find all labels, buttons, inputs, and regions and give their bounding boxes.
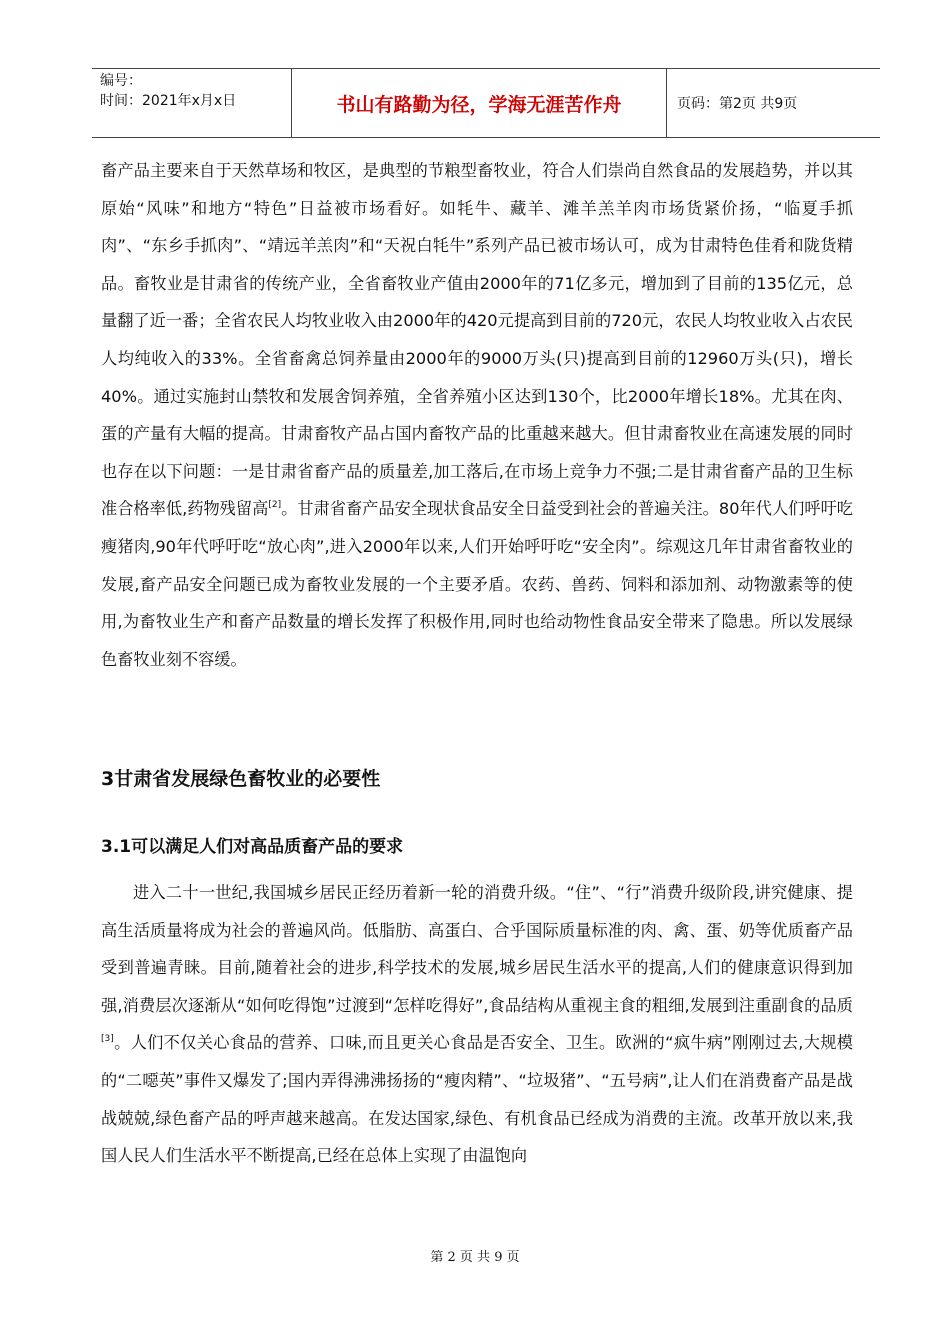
- header-motto: 书山有路勤为径，学海无涯苦作舟: [292, 69, 667, 137]
- para1-text-a: 畜产品主要来自于天然草场和牧区，是典型的节粮型畜牧业，符合人们崇尚自然食品的发展趋势，并以其原始“风味”和地方“特色”日益被市场看好。如牦牛、藏羊、滩羊羔羊肉市场货紧价扬，“临夏手抓肉”、“东乡手抓肉”、“靖远羊羔肉”和“天祝白牦牛”系列产品已被市场认可，成为甘肃特色佳肴和陇货精品。畜牧业是甘肃省的传统产业，全省畜牧业产值由2000年的71亿多元，增加到了目前的135亿元，总量翻了近一番；全省农民人均牧业收入由2000年的420元提高到目前的720元，农民人均牧业收入占农民人均纯收入的33%。全省畜禽总饲养量由2000年的9000万头(只)提高到目前的12960万头(只)，增长40%。通过实施封山禁牧和发展舍饲养殖，全省养殖小区达到130个，比2000年增长18%。尤其在肉、蛋的产量有大幅的提高。甘肃畜牧产品占国内畜牧产品的比重越来越大。但甘肃畜牧业在高速发展的同时也存在以下问题：一是甘肃省畜产品的质量差,加工落后,在市场上竞争力不强;二是甘肃省畜产品的卫生标准合格率低,药物残留高: [101, 161, 853, 519]
- page-header: [92, 68, 880, 138]
- page-footer: 第 2 页 共 9 页: [430, 1250, 520, 1265]
- subsection-heading-3-1: 3.1可以满足人们对高品质畜产品的要求: [101, 837, 404, 857]
- body-paragraph-1: [101, 152, 853, 678]
- para2-text-b: 。人们不仅关心食品的营养、口味,而且更关心食品是否安全、卫生。欧洲的“疯牛病”刚刚过去,大规模的“二噁英”事件又爆发了;国内弄得沸沸扬扬的“瘦肉精”、“垃圾猪”、“五号病”,让人们在消费畜产品是战战兢兢,绿色畜产品的呼声越来越高。在发达国家,绿色、有机食品已经成为消费的主流。改革开放以来,我国人民人们生活水平不断提高,已经在总体上实现了由温饱向: [101, 1033, 853, 1166]
- section-heading-3: 3甘肃省发展绿色畜牧业的必要性: [101, 768, 381, 790]
- time-label: 时间：2021年x月x日: [100, 93, 237, 109]
- body-paragraph-2: [101, 874, 853, 1175]
- para1-text-b: 。甘肃省畜产品安全现状食品安全日益受到社会的普遍关注。80年代人们呼吁吃瘦猪肉,90年代呼吁吃“放心肉”,进入2000年以来,人们开始呼吁吃“安全肉”。综观这几年甘肃省畜牧业的发展,畜产品安全问题已成为畜牧业发展的一个主要矛盾。农药、兽药、饲料和添加剂、动物激素等的使用,为畜牧业生产和畜产品数量的增长发挥了积极作用,同时也给动物性食品安全带来了隐患。所以发展绿色畜牧业刻不容缓。: [101, 499, 853, 669]
- header-meta: [92, 69, 292, 137]
- citation-2: [2]: [268, 500, 282, 511]
- para2-text-a: 进入二十一世纪,我国城乡居民正经历着新一轮的消费升级。“住”、“行”消费升级阶段,讲究健康、提高生活质量将成为社会的普遍风尚。低脂肪、高蛋白、合乎国际质量标准的肉、禽、蛋、奶等优质畜产品受到普遍青睐。目前,随着社会的进步,科学技术的发展,城乡居民生活水平的提高,人们的健康意识得到加强,消费层次逐渐从“如何吃得饱”过渡到“怎样吃得好”,食品结构从重视主食的粗细,发展到注重副食的品质: [101, 883, 853, 1015]
- serial-label: 编号：: [100, 73, 142, 89]
- header-page-label: 页码：第2页 共9页: [677, 96, 798, 112]
- citation-3: [3]: [101, 1034, 114, 1045]
